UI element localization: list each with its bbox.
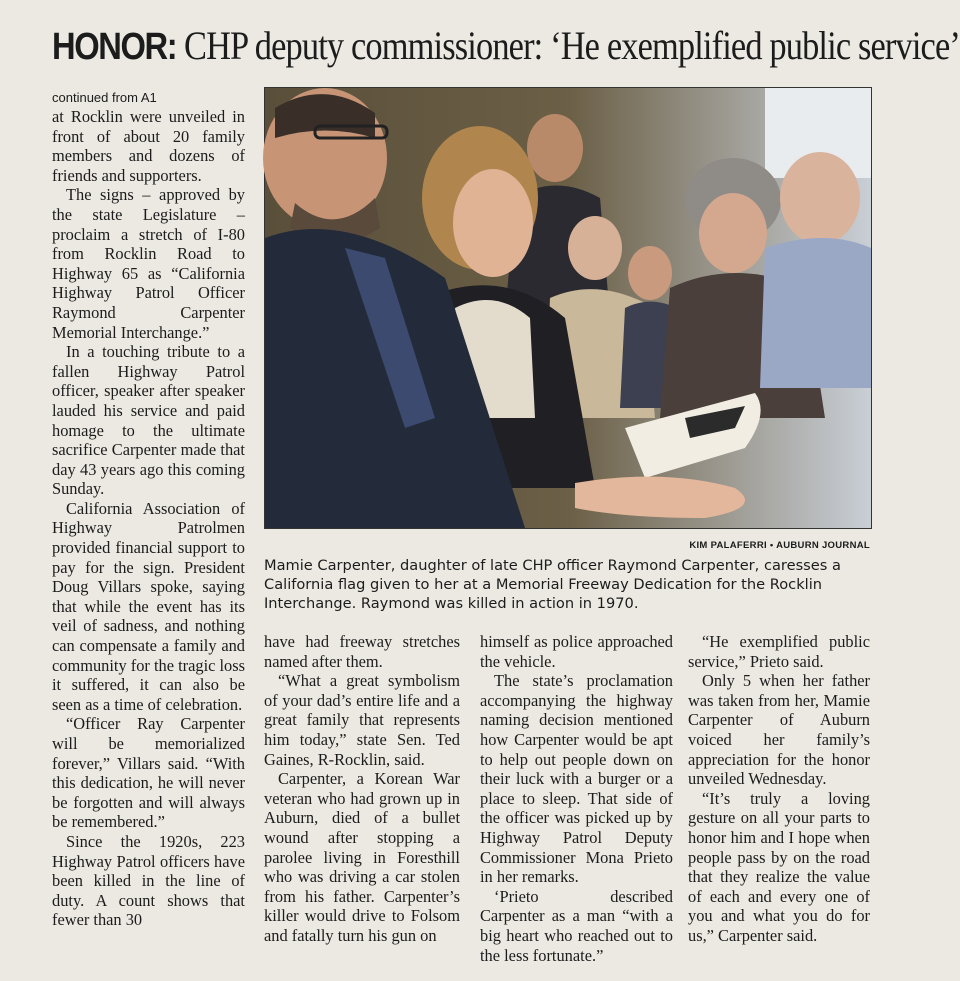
paragraph: Carpenter, a Korean War veteran who had grown up in Auburn, died of a bullet wound after stopping a parolee living in Foresthill who was driving a car stolen from his father. Carpenter’s killer would drive to Folsom and fatally turn his gun on bbox=[264, 769, 460, 945]
paragraph: “He exemplified public service,” Prieto said. bbox=[688, 632, 870, 671]
headline bbox=[52, 18, 960, 74]
paragraph: The signs – approved by the state Legislature – proclaim a stretch of I-80 from Rocklin Road to Highway 65 as “California Highway Patrol Officer Raymond Carpenter Memorial Interchange.” bbox=[52, 185, 245, 342]
photo-caption: Mamie Carpenter, daughter of late CHP officer Raymond Carpenter, caresses a California flag given to her at a Memorial Freeway Dedication for the Rocklin Interchange. Raymond was killed in action in 1970. bbox=[264, 557, 841, 612]
paragraph: California Association of Highway Patrolmen provided financial support to pay for the sign. President Doug Villars spoke, saying that while the event has its veil of sadness, and nothing can compensate a family and community for the tragic loss it suffered, it can also be seen as a time of celebration. bbox=[52, 498, 246, 714]
headline-text: CHP deputy commissioner: ‘He exemplified public service’ bbox=[183, 23, 960, 68]
article-column-4 bbox=[688, 632, 870, 978]
paragraph: In a touching tribute to a fallen Highway Patrol officer, speaker after speaker lauded his service and paid homage to the ultimate sacrifice Carpenter made that day 43 years ago this coming Sunday. bbox=[52, 342, 245, 499]
paragraph: at Rocklin were unveiled in front of about 20 family members and dozens of friends and supporters. bbox=[52, 107, 245, 185]
article-column-2 bbox=[264, 632, 460, 978]
jump-line: continued from A1 bbox=[52, 90, 157, 105]
paragraph: The state’s proclamation accompanying the highway naming decision mentioned how Carpenter would be apt to help out people down on their luck with a burger or a place to sleep. That side of the officer was picked up by Highway Patrol Deputy Commissioner Mona Prieto in her remarks. bbox=[480, 671, 673, 887]
paragraph: himself as police approached the vehicle. bbox=[480, 632, 673, 671]
photo-credit: KIM PALAFERRI • AUBURN JOURNAL bbox=[689, 540, 870, 551]
headline-kicker: HONOR: bbox=[52, 26, 177, 68]
photo-illustration bbox=[265, 88, 871, 528]
paragraph: Since the 1920s, 223 Highway Patrol officers have been killed in the line of duty. A count shows that fewer than 30 bbox=[52, 831, 245, 930]
paragraph: Only 5 when her father was taken from her, Mamie Carpenter of Auburn voiced her family’s appreciation for the honor unveiled Wednesday. bbox=[688, 671, 870, 789]
paragraph: “Officer Ray Carpenter will be memorialized forever,” Villars said. “With this dedication, he will never be forgotten and will always be remembered.” bbox=[52, 714, 245, 832]
news-photo bbox=[264, 87, 872, 529]
article-column-1 bbox=[52, 88, 245, 978]
paragraph: “It’s truly a loving gesture on all your parts to honor him and I hope when people pass by on the road that they realize the value of each and every one of you and what you do for us,” Carpenter said. bbox=[688, 788, 870, 945]
paragraph: have had freeway stretches named after them. bbox=[264, 632, 460, 671]
paragraph: ‘Prieto described Carpenter as a man “with a big heart who reached out to the less fortunate.” bbox=[480, 886, 673, 965]
article-column-3 bbox=[480, 632, 673, 978]
paragraph: “What a great symbolism of your dad’s entire life and a great family that represents him today,” state Sen. Ted Gaines, R-Rocklin, said. bbox=[264, 671, 460, 769]
